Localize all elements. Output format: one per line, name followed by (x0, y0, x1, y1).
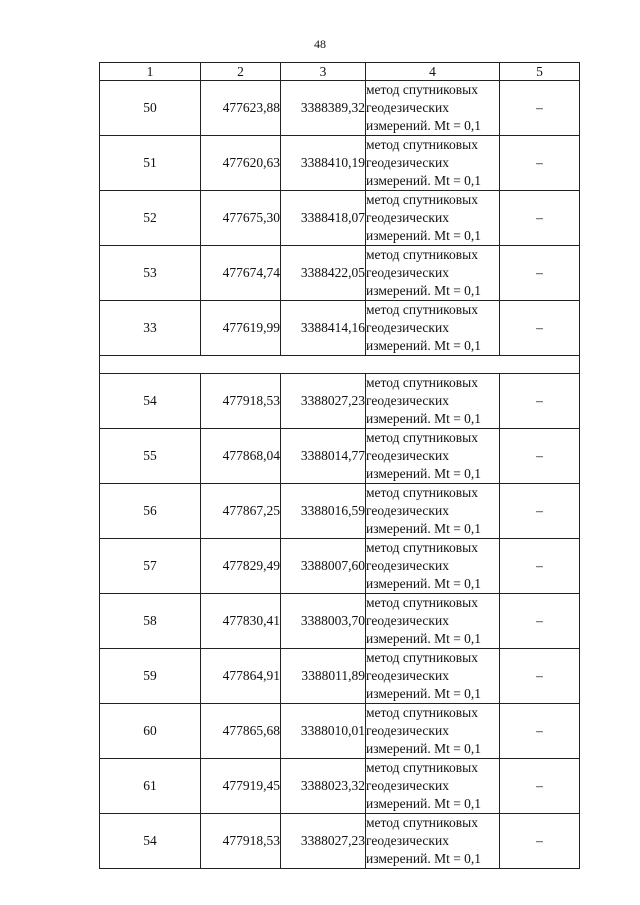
method-line: измерений. Mt = 0,1 (366, 796, 482, 811)
method-cell (366, 301, 500, 356)
coordinates-table (99, 62, 580, 869)
point-number-cell: 58 (100, 594, 201, 649)
x-coordinate-cell: 477918,53 (201, 374, 281, 429)
point-number-cell: 53 (100, 246, 201, 301)
note-cell: – (500, 539, 580, 594)
method-line: метод спутниковых (366, 375, 478, 390)
method-line: метод спутниковых (366, 430, 478, 445)
method-line: геодезических (366, 723, 449, 738)
x-coordinate-cell: 477620,63 (201, 136, 281, 191)
method-line: метод спутниковых (366, 192, 478, 207)
group-separator-cell (100, 356, 580, 374)
method-line: геодезических (366, 448, 449, 463)
x-coordinate-cell: 477864,91 (201, 649, 281, 704)
y-coordinate-cell: 3388023,32 (281, 759, 366, 814)
method-line: измерений. Mt = 0,1 (366, 686, 482, 701)
point-number-cell: 55 (100, 429, 201, 484)
note-cell: – (500, 246, 580, 301)
method-line: геодезических (366, 778, 449, 793)
x-coordinate-cell: 477868,04 (201, 429, 281, 484)
x-coordinate-cell: 477867,25 (201, 484, 281, 539)
method-line: геодезических (366, 210, 449, 225)
point-number-cell: 61 (100, 759, 201, 814)
method-line: измерений. Mt = 0,1 (366, 173, 482, 188)
x-coordinate-cell: 477674,74 (201, 246, 281, 301)
method-line: метод спутниковых (366, 760, 478, 775)
method-line: геодезических (366, 320, 449, 335)
method-line: измерений. Mt = 0,1 (366, 851, 482, 866)
method-line: метод спутниковых (366, 705, 478, 720)
page-number: 48 (314, 37, 326, 51)
x-coordinate-cell: 477619,99 (201, 301, 281, 356)
x-coordinate-cell: 477829,49 (201, 539, 281, 594)
y-coordinate-cell: 3388016,59 (281, 484, 366, 539)
method-line: метод спутниковых (366, 302, 478, 317)
method-line: метод спутниковых (366, 595, 478, 610)
x-coordinate-cell: 477919,45 (201, 759, 281, 814)
point-number-cell: 60 (100, 704, 201, 759)
note-cell: – (500, 814, 580, 869)
method-line: измерений. Mt = 0,1 (366, 283, 482, 298)
table-row (100, 594, 580, 649)
method-cell (366, 191, 500, 246)
method-cell (366, 484, 500, 539)
method-line: геодезических (366, 265, 449, 280)
method-line: измерений. Mt = 0,1 (366, 576, 482, 591)
table-row (100, 704, 580, 759)
method-line: измерений. Mt = 0,1 (366, 228, 482, 243)
table-row (100, 81, 580, 136)
header-col-5: 5 (500, 63, 580, 81)
note-cell: – (500, 704, 580, 759)
header-col-2: 2 (201, 63, 281, 81)
y-coordinate-cell: 3388410,19 (281, 136, 366, 191)
point-number-cell: 33 (100, 301, 201, 356)
method-line: метод спутниковых (366, 137, 478, 152)
point-number-cell: 54 (100, 814, 201, 869)
table-row (100, 759, 580, 814)
x-coordinate-cell: 477918,53 (201, 814, 281, 869)
method-cell (366, 539, 500, 594)
note-cell: – (500, 484, 580, 539)
point-number-cell: 56 (100, 484, 201, 539)
y-coordinate-cell: 3388422,05 (281, 246, 366, 301)
method-line: измерений. Mt = 0,1 (366, 741, 482, 756)
group-separator-row (100, 356, 580, 374)
header-col-4: 4 (366, 63, 500, 81)
table-row (100, 814, 580, 869)
point-number-cell: 57 (100, 539, 201, 594)
table-body (100, 81, 580, 869)
point-number-cell: 52 (100, 191, 201, 246)
table-row (100, 301, 580, 356)
method-cell (366, 136, 500, 191)
y-coordinate-cell: 3388003,70 (281, 594, 366, 649)
note-cell: – (500, 649, 580, 704)
method-line: измерений. Mt = 0,1 (366, 118, 482, 133)
method-line: геодезических (366, 668, 449, 683)
table-row (100, 484, 580, 539)
y-coordinate-cell: 3388414,16 (281, 301, 366, 356)
header-col-1: 1 (100, 63, 201, 81)
x-coordinate-cell: 477623,88 (201, 81, 281, 136)
point-number-cell: 51 (100, 136, 201, 191)
note-cell: – (500, 81, 580, 136)
method-cell (366, 374, 500, 429)
method-line: измерений. Mt = 0,1 (366, 521, 482, 536)
y-coordinate-cell: 3388027,23 (281, 374, 366, 429)
note-cell: – (500, 301, 580, 356)
method-line: геодезических (366, 155, 449, 170)
table-row (100, 136, 580, 191)
table-row (100, 191, 580, 246)
method-line: метод спутниковых (366, 82, 478, 97)
method-line: геодезических (366, 833, 449, 848)
table-header-row (100, 63, 580, 81)
method-line: геодезических (366, 393, 449, 408)
point-number-cell: 54 (100, 374, 201, 429)
note-cell: – (500, 374, 580, 429)
method-line: метод спутниковых (366, 540, 478, 555)
y-coordinate-cell: 3388010,01 (281, 704, 366, 759)
y-coordinate-cell: 3388014,77 (281, 429, 366, 484)
method-line: метод спутниковых (366, 650, 478, 665)
x-coordinate-cell: 477675,30 (201, 191, 281, 246)
note-cell: – (500, 429, 580, 484)
header-col-3: 3 (281, 63, 366, 81)
method-line: геодезических (366, 503, 449, 518)
note-cell: – (500, 191, 580, 246)
table-row (100, 429, 580, 484)
method-cell (366, 814, 500, 869)
table-row (100, 539, 580, 594)
method-cell (366, 649, 500, 704)
method-line: измерений. Mt = 0,1 (366, 411, 482, 426)
method-line: геодезических (366, 100, 449, 115)
method-line: метод спутниковых (366, 815, 478, 830)
method-cell (366, 704, 500, 759)
method-line: измерений. Mt = 0,1 (366, 338, 482, 353)
method-line: геодезических (366, 558, 449, 573)
y-coordinate-cell: 3388027,23 (281, 814, 366, 869)
method-line: измерений. Mt = 0,1 (366, 466, 482, 481)
method-cell (366, 759, 500, 814)
method-line: измерений. Mt = 0,1 (366, 631, 482, 646)
method-cell (366, 246, 500, 301)
note-cell: – (500, 759, 580, 814)
table-row (100, 649, 580, 704)
table-row (100, 246, 580, 301)
method-line: геодезических (366, 613, 449, 628)
method-line: метод спутниковых (366, 247, 478, 262)
method-cell (366, 594, 500, 649)
table-row (100, 374, 580, 429)
y-coordinate-cell: 3388418,07 (281, 191, 366, 246)
y-coordinate-cell: 3388011,89 (281, 649, 366, 704)
x-coordinate-cell: 477865,68 (201, 704, 281, 759)
y-coordinate-cell: 3388007,60 (281, 539, 366, 594)
point-number-cell: 50 (100, 81, 201, 136)
method-cell (366, 81, 500, 136)
note-cell: – (500, 136, 580, 191)
point-number-cell: 59 (100, 649, 201, 704)
note-cell: – (500, 594, 580, 649)
x-coordinate-cell: 477830,41 (201, 594, 281, 649)
y-coordinate-cell: 3388389,32 (281, 81, 366, 136)
method-cell (366, 429, 500, 484)
method-line: метод спутниковых (366, 485, 478, 500)
